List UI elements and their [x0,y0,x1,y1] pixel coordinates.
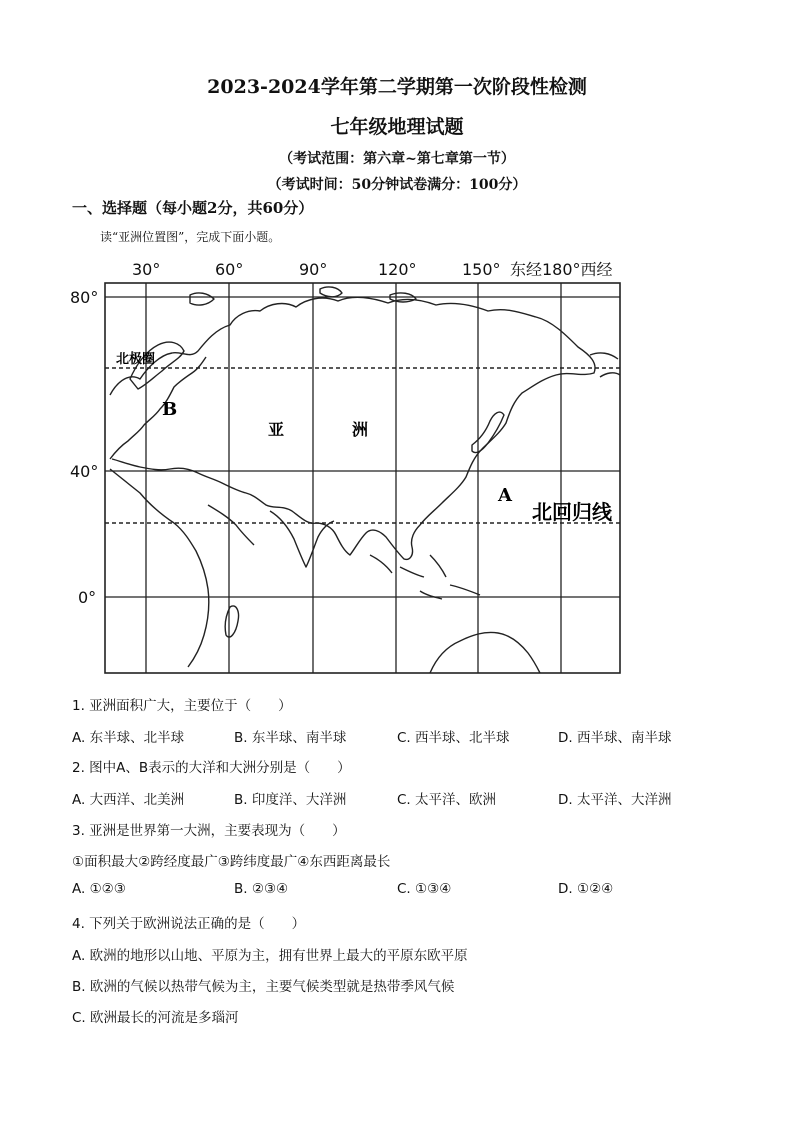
question-2-option-b[interactable]: B. 印度洋、大洋洲 [234,792,347,808]
lat-label-40: 40° [70,462,99,481]
question-2-option-c[interactable]: C. 太平洋、欧洲 [397,792,497,808]
question-1-option-b[interactable]: B. 东半球、南半球 [234,730,347,746]
question-2-stem: 2. 图中A、B表示的大洋和大洲分别是（ ） [72,760,351,776]
lon-label-150: 150° [462,260,501,279]
indonesia-islands [370,555,480,599]
australia-coastline [430,632,540,673]
question-2-option-a[interactable]: A. 大西洋、北美洲 [72,792,185,808]
lon-label-30: 30° [132,260,161,279]
exam-subtitle: 七年级地理试题 [330,116,464,138]
exam-title: 2023-2024学年第二学期第一次阶段性检测 [207,76,587,98]
map-frame [105,283,620,673]
tropic-of-cancer-label: 北回归线 [532,500,612,524]
question-1-option-a[interactable]: A. 东半球、北半球 [72,730,185,746]
question-4-option-b[interactable]: B. 欧洲的气候以热带气候为主，主要气候类型就是热带季风气候 [72,979,455,995]
label-b: B [162,399,178,420]
question-4-stem: 4. 下列关于欧洲说法正确的是（ ） [72,916,306,932]
lon-label-180: 东经180°西经 [510,260,613,279]
question-4-option-a[interactable]: A. 欧洲的地形以山地、平原为主，拥有世界上最大的平原东欧平原 [72,948,468,964]
question-2-option-d[interactable]: D. 太平洋、大洋洲 [558,792,672,808]
question-3-option-c[interactable]: C. ①③④ [397,881,452,897]
question-3-option-b[interactable]: B. ②③④ [234,881,289,897]
question-4-option-c[interactable]: C. 欧洲最长的河流是多瑙河 [72,1010,239,1026]
exam-scope: （考试范围：第六章~第七章第一节） [279,151,515,167]
question-3-statements: ①面积最大②跨经度最广③跨纬度最广④东西距离最长 [72,854,391,870]
question-3-stem: 3. 亚洲是世界第一大洲，主要表现为（ ） [72,823,346,839]
section-heading: 一、选择题（每小题2分，共60分） [72,199,314,217]
lon-label-120: 120° [378,260,417,279]
lon-label-60: 60° [215,260,244,279]
label-a: A [498,485,512,506]
asia-label-2: 洲 [352,420,369,439]
question-3-option-a[interactable]: A. ①②③ [72,881,126,897]
section-intro: 读“亚洲位置图”，完成下面小题。 [100,230,281,244]
arctic-circle-label: 北极圈 [116,352,156,367]
asia-label-1: 亚 [268,420,285,439]
madagascar [225,606,238,637]
asia-location-map [70,255,630,680]
exam-time: （考试时间：50分钟试卷满分：100分） [267,177,527,193]
africa-arabia-coastline [110,469,254,667]
question-3-option-d[interactable]: D. ①②④ [558,881,614,897]
question-1-stem: 1. 亚洲面积广大，主要位于（ ） [72,698,292,714]
lat-label-0: 0° [78,588,97,607]
question-1-option-c[interactable]: C. 西半球、北半球 [397,730,510,746]
europe-coastline [110,357,206,459]
lat-label-80: 80° [70,288,99,307]
lon-label-90: 90° [299,260,328,279]
question-1-option-d[interactable]: D. 西半球、南半球 [558,730,672,746]
